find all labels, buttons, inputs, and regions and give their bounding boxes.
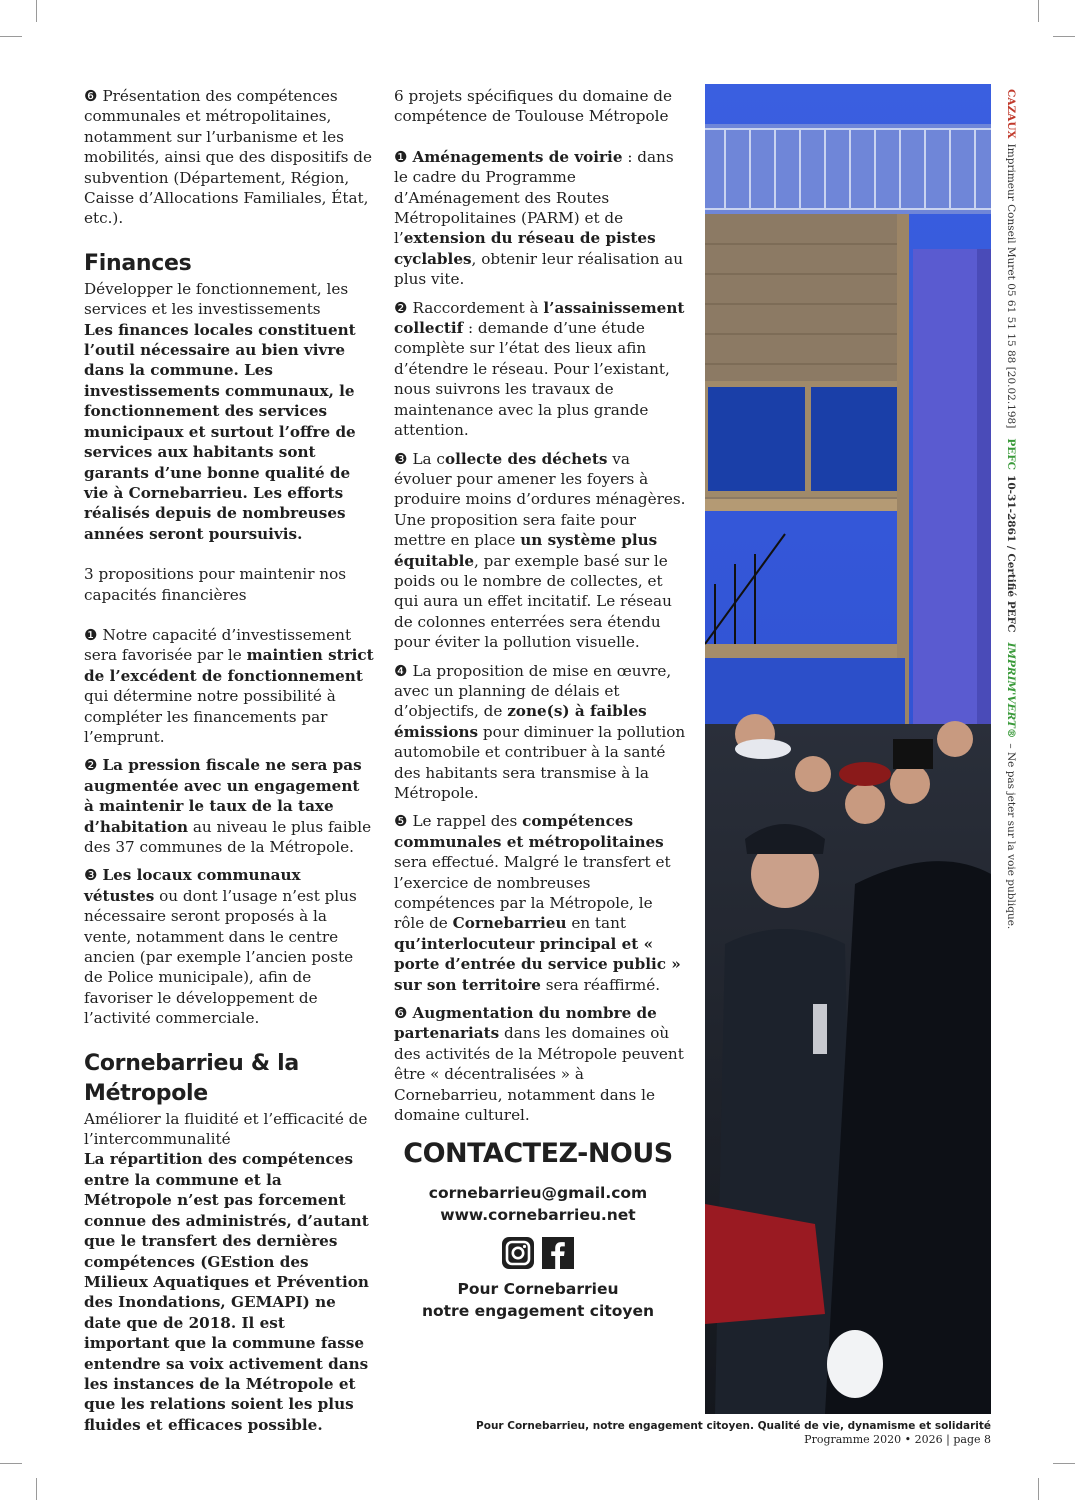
column-left	[84, 86, 374, 1435]
finances-proposal-1: ❶ Notre capacité d’investissement sera favorisée par le maintien strict de l’excédent de fonctionnement qui détermine notre possibilité à compléter les financements par l’emprunt.	[84, 625, 374, 746]
metropole-lead: La répartition des compétences entre la commune et la Métropole n’est pas forcement connue des administrés, d’autant que le transfert des dernières compétences (GEstion des Milieux Aquatiques et Prévention des Inondations, GEMAPI) ne date que de 2018. Il est important que la commune fasse entendre sa voix activement dans les instances de la Métropole et que les relations soient les plus fluides et efficaces possible.	[84, 1150, 369, 1434]
project-item-1: ❶ Aménagements de voirie : dans le cadre du Programme d’Aménagement des Routes Métropolitaines (PARM) et de l’extension du réseau de pistes cyclables, obtenir leur réalisation au plus vite.	[394, 147, 684, 289]
footer-tagline: Pour Cornebarrieu, notre engagement citoyen. Qualité de vie, dynamisme et solidarité	[476, 1420, 991, 1432]
page-footer	[476, 1419, 991, 1447]
finances-subtitle: Développer le fonctionnement, les services et les investissements	[84, 279, 349, 319]
contact-block	[400, 1136, 676, 1322]
finances-proposal-2: ❷ La pression fiscale ne sera pas augmentée avec un engagement à maintenir le taux de la taxe d’habitation au niveau le plus faible des 37 communes de la Métropole.	[84, 756, 372, 856]
project-item-4: ❹ La proposition de mise en œuvre, avec un planning de délais et d’objectifs, de zone(s) à faibles émissions pour diminuer la pollution automobile et contribuer à la santé des habitants sera transmise à la Métropole.	[394, 661, 686, 802]
contact-website[interactable]: www.cornebarrieu.net	[440, 1206, 636, 1224]
printer-description: Imprimeur Conseil Muret 05 61 51 15 88 [20.02.198]	[1005, 143, 1017, 429]
crop-mark	[1053, 1463, 1075, 1464]
metropole-subtitle: Améliorer la fluidité et l’efficacité de l’intercommunalité	[84, 1109, 368, 1149]
metropole-heading: Cornebarrieu & la Métropole	[84, 1050, 299, 1106]
contact-tagline-2: notre engagement citoyen	[421, 1302, 655, 1320]
contact-email[interactable]: cornebarrieu@gmail.com	[428, 1184, 648, 1202]
crop-mark	[0, 1463, 22, 1464]
pefc-label: PEFC	[1005, 438, 1017, 471]
footer-page-number: Programme 2020 • 2026 | page 8	[804, 1433, 991, 1446]
intro-paragraph: ❻ Présentation des compétences communales et métropolitaines, notamment sur l’urbanisme et les mobilités, ainsi que des dispositifs de subvention (Département, Région, Caisse d’Allocations Familiales, État, etc.).	[84, 87, 373, 228]
finances-props-intro: 3 propositions pour maintenir nos capacités financières	[84, 565, 347, 604]
pefc-certification: 10-31-2861 / Certifié PEFC	[1005, 475, 1017, 633]
instagram-icon[interactable]	[501, 1236, 535, 1270]
crop-mark	[1038, 1478, 1039, 1500]
project-item-6: ❻ Augmentation du nombre de partenariats dans les domaines où des activités de la Métropole peuvent être « décentralisées » à Cornebarrieu, notamment dans le domaine culturel.	[394, 1004, 684, 1125]
contact-title: CONTACTEZ-NOUS	[403, 1138, 673, 1169]
disposal-notice: – Ne pas jeter sur la voie publique.	[1005, 743, 1017, 930]
crop-mark	[0, 36, 22, 37]
ceremony-photo	[705, 84, 991, 1414]
crop-mark	[1038, 0, 1039, 22]
projects-intro: 6 projets spécifiques du domaine de compétence de Toulouse Métropole	[394, 87, 672, 126]
contact-tagline-1: Pour Cornebarrieu	[457, 1280, 619, 1298]
crop-mark	[36, 0, 37, 22]
finances-heading: Finances	[84, 250, 192, 276]
facebook-icon[interactable]	[541, 1236, 575, 1270]
ceremony-photo-illustration	[705, 84, 991, 1414]
finances-proposal-3: ❸ Les locaux communaux vétustes ou dont l’usage n’est plus nécessaire seront proposés à la vente, notamment dans le centre ancien (par exemple l’ancien poste de Police municipale), afin de favoriser le développement de l’activité commerciale.	[84, 866, 357, 1028]
project-item-5: ❺ Le rappel des compétences communales et métropolitaines sera effectué. Malgré le transfert et l’exercice de nombreuses compétences par la Métropole, le rôle de Cornebarrieu en tant qu’interlocuteur principal et « porte d’entrée du service public » sur son territoire sera réaffirmé.	[394, 812, 681, 994]
finances-lead: Les finances locales constituent l’outil nécessaire au bien vivre dans la commune. Les investissements communaux, le fonctionnement des services municipaux et surtout l’offre de services aux habitants sont garants d’une bonne qualité de vie à Cornebarrieu. Les efforts réalisés depuis de nombreuses années seront poursuivis.	[84, 320, 356, 543]
project-item-2: ❷ Raccordement à l’assainissement collectif : demande d’une étude complète sur l’état des lieux afin d’étendre le réseau. Pour l’existant, nous suivrons les travaux de maintenance avec la plus grande attention.	[394, 298, 685, 440]
printer-sidebar-text	[1000, 84, 1022, 930]
column-middle	[394, 86, 686, 1126]
crop-mark	[1053, 36, 1075, 37]
project-item-3: ❸ La collecte des déchets va évoluer pour amener les foyers à produire moins d’ordures ménagères. Une proposition sera faite pour mettre en place un système plus équitable, par exemple basé sur le poids ou le nombre de collectes, et qui aura un effet incitatif. Le réseau de colonnes enterrées sera étendu pour éviter la pollution visuelle.	[394, 449, 686, 652]
printer-name: CAZAUX	[1005, 89, 1017, 139]
social-icons	[400, 1236, 676, 1270]
imprim-vert-label: IMPRIM'VERT®	[1005, 642, 1017, 739]
crop-mark	[36, 1478, 37, 1500]
printer-sidebar	[1000, 84, 1022, 930]
